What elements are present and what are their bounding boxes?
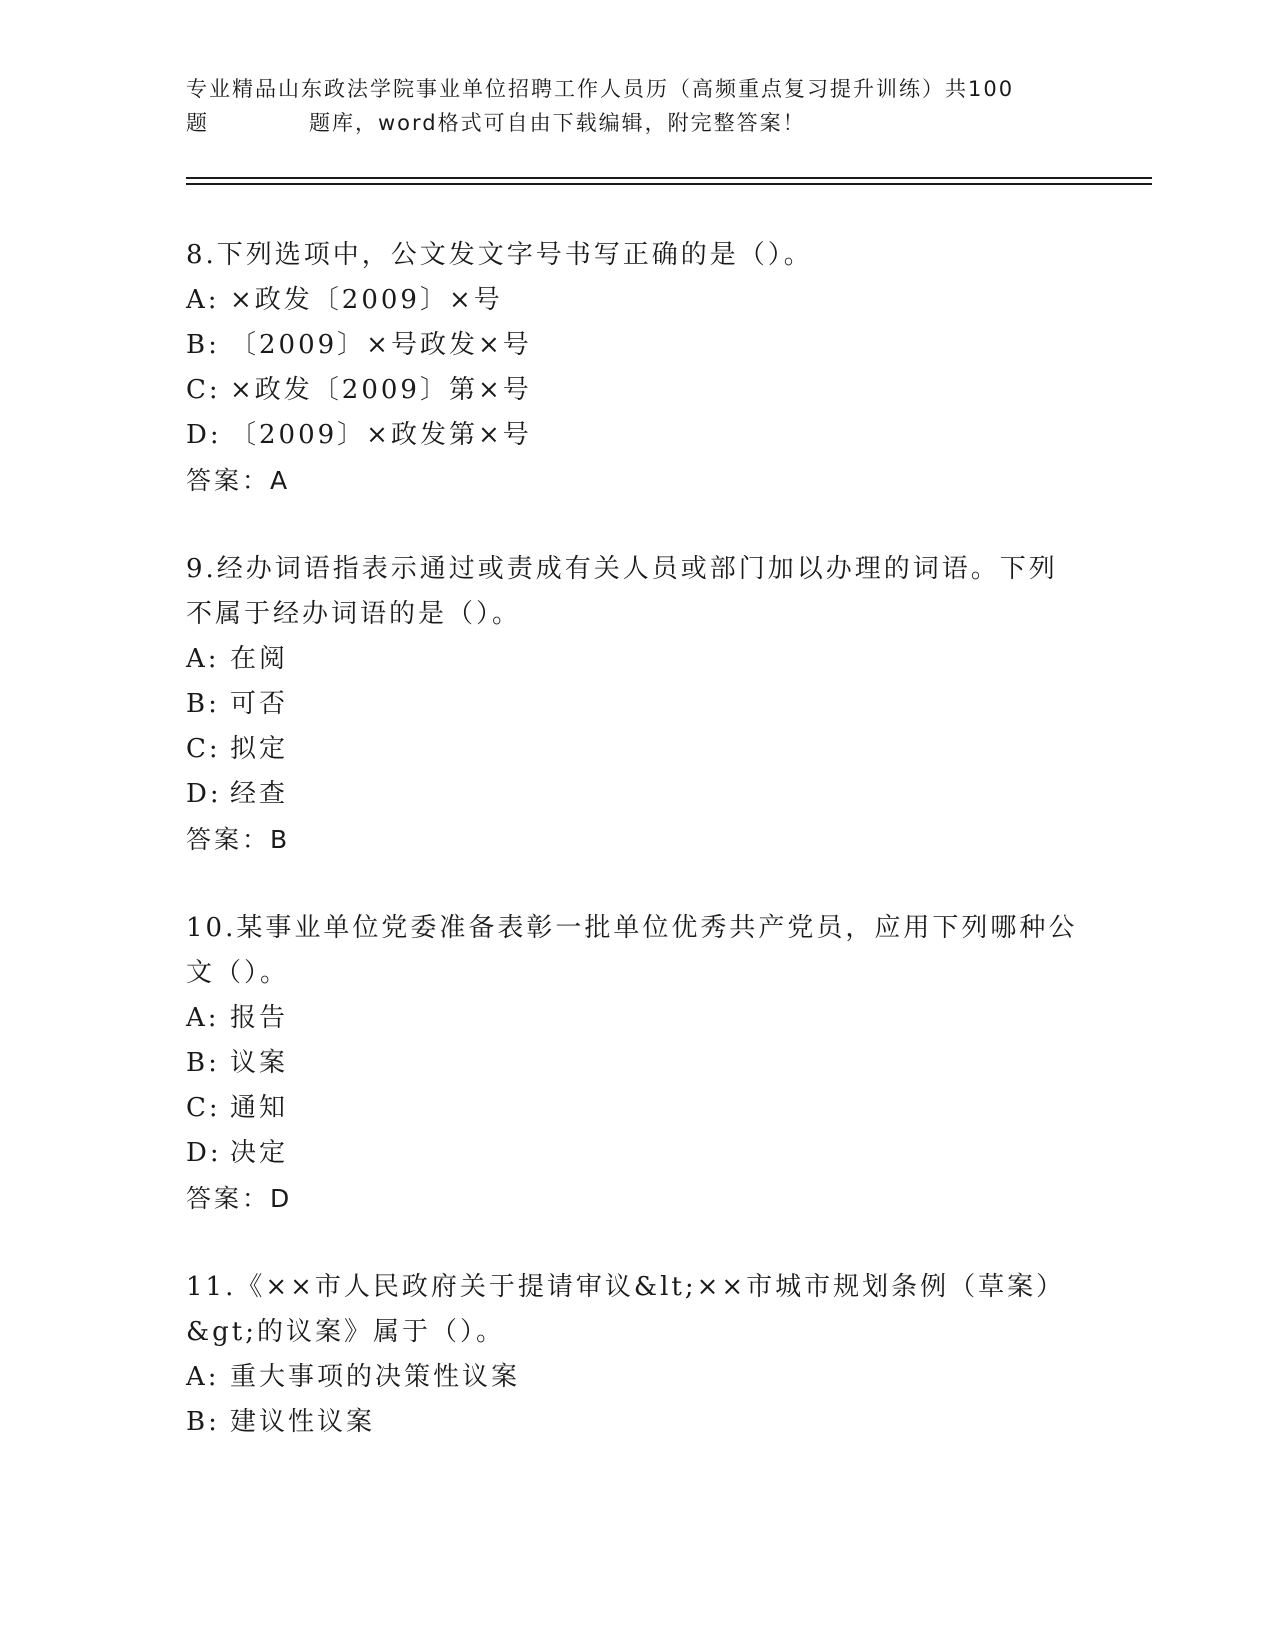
document-header xyxy=(186,72,1086,140)
option-text: 〔2009〕×政发第×号 xyxy=(230,420,532,450)
option-d xyxy=(186,772,1106,817)
question-text-line1: 11.《××市人民政府关于提请审议&lt;××市城市规划条例（草案） xyxy=(186,1272,1066,1302)
option-c xyxy=(186,368,1106,413)
question-item xyxy=(186,547,1106,862)
option-key: A: xyxy=(186,644,220,674)
option-text: 决定 xyxy=(230,1138,289,1168)
option-b xyxy=(186,682,1106,727)
option-key: B: xyxy=(186,1407,220,1437)
option-text: 通知 xyxy=(230,1093,289,1123)
question-text-line2: 不属于经办词语的是（）。 xyxy=(186,599,522,629)
option-text: ×政发〔2009〕×号 xyxy=(230,285,503,315)
question-list xyxy=(186,233,1106,1489)
option-key: A: xyxy=(186,1003,220,1033)
option-key: B: xyxy=(186,689,220,719)
option-key: A: xyxy=(186,285,220,315)
option-key: C: xyxy=(186,375,221,405)
question-text: 8.下列选项中，公文发文字号书写正确的是（）。 xyxy=(186,240,813,270)
header-title-line1: 专业精品山东政法学院事业单位招聘工作人员历（高频重点复习提升训练）共100 xyxy=(186,77,1015,101)
option-key: D: xyxy=(186,420,222,450)
option-a xyxy=(186,278,1106,323)
question-text-line1: 10.某事业单位党委准备表彰一批单位优秀共产党员，应用下列哪种公 xyxy=(186,913,1078,943)
option-d xyxy=(186,413,1106,458)
option-text: 〔2009〕×号政发×号 xyxy=(230,330,532,360)
option-d xyxy=(186,1131,1106,1176)
answer-line: 答案：D xyxy=(186,1184,293,1213)
question-text-line2: &gt;的议案》属于（）。 xyxy=(186,1317,505,1347)
option-key: C: xyxy=(186,1093,221,1123)
header-title-line2-rest: 题库，word格式可自由下载编辑，附完整答案！ xyxy=(309,111,806,135)
option-a xyxy=(186,996,1106,1041)
option-text: 拟定 xyxy=(230,734,289,764)
question-item xyxy=(186,1265,1106,1445)
answer-line: 答案：B xyxy=(186,825,291,854)
question-text-line2: 文（）。 xyxy=(186,958,290,988)
option-text: ×政发〔2009〕第×号 xyxy=(230,375,532,405)
option-text: 报告 xyxy=(230,1003,289,1033)
question-text-line1: 9.经办词语指表示通过或责成有关人员或部门加以办理的词语。下列 xyxy=(186,554,1058,584)
option-text: 可否 xyxy=(230,689,289,719)
option-text: 经查 xyxy=(230,779,289,809)
option-a xyxy=(186,637,1106,682)
option-key: B: xyxy=(186,1048,220,1078)
option-key: A: xyxy=(186,1362,220,1392)
option-c xyxy=(186,727,1106,772)
question-item xyxy=(186,233,1106,503)
answer-line: 答案：A xyxy=(186,466,291,495)
option-key: D: xyxy=(186,1138,222,1168)
option-b xyxy=(186,1041,1106,1086)
option-b xyxy=(186,1400,1106,1445)
option-text: 议案 xyxy=(230,1048,289,1078)
option-b xyxy=(186,323,1106,368)
option-text: 在阅 xyxy=(230,644,289,674)
question-item xyxy=(186,906,1106,1221)
option-key: B: xyxy=(186,330,220,360)
option-key: D: xyxy=(186,779,222,809)
header-divider-top xyxy=(186,177,1152,179)
option-key: C: xyxy=(186,734,221,764)
header-title-line2-start: 题 xyxy=(186,111,209,135)
header-title-line2 xyxy=(186,106,1086,140)
option-a xyxy=(186,1355,1106,1400)
option-text: 建议性议案 xyxy=(230,1407,376,1437)
header-divider-bottom xyxy=(186,183,1152,185)
option-text: 重大事项的决策性议案 xyxy=(230,1362,521,1392)
option-c xyxy=(186,1086,1106,1131)
